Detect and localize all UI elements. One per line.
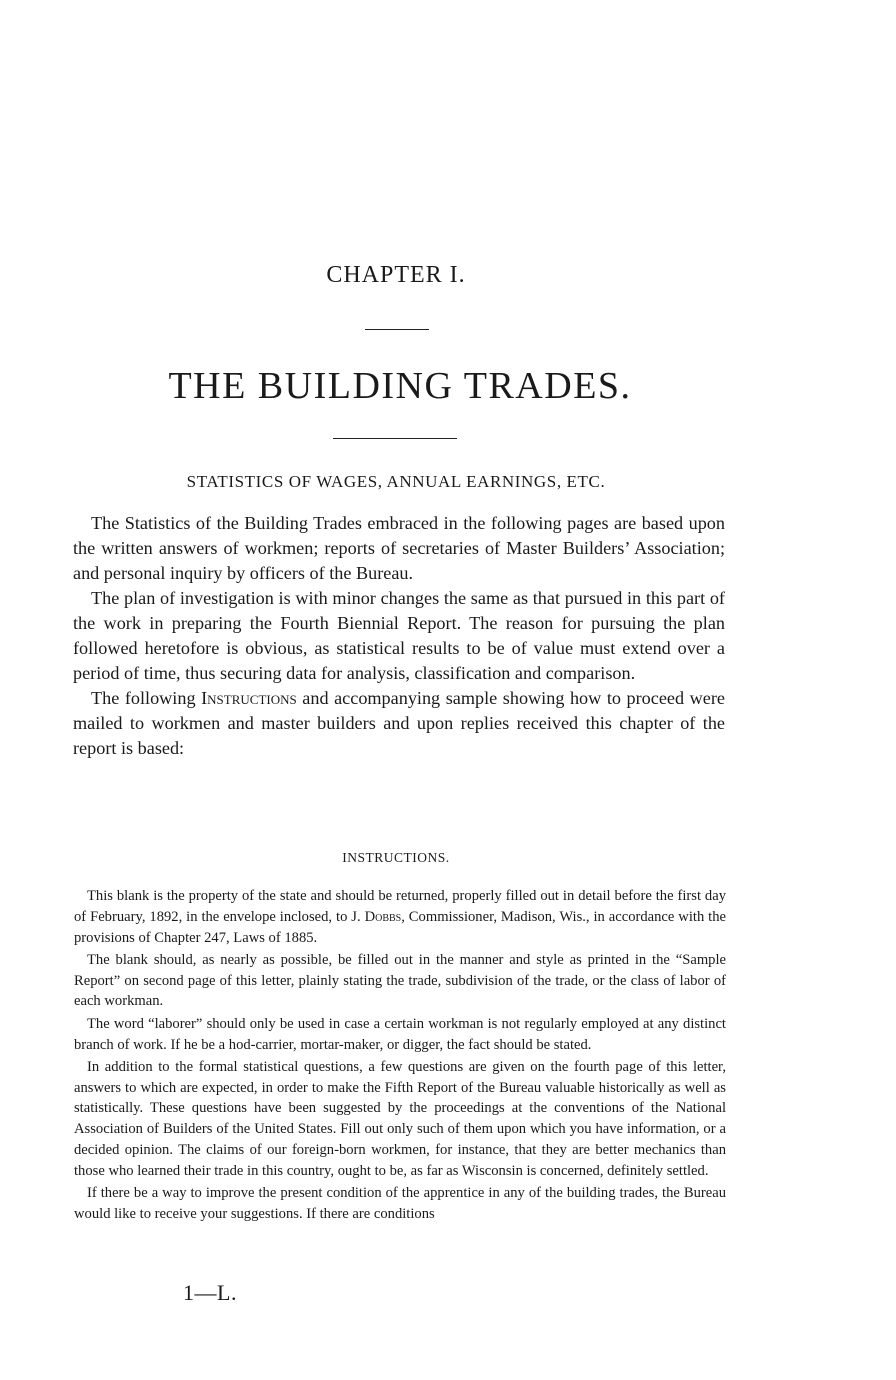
intro-paragraph: The plan of investigation is with minor changes the same as that pursued in this part of the work in preparing the Fourth Biennial Report. The reason for pursuing the plan followed heretofore is obvious, as statistical results to be of value must extend over a period of time, thus securing data for analysis, classification and comparison. xyxy=(73,588,725,683)
text-run: , Commissioner, Madison, Wis., in accordance with the provisions of Chapter 247, Laws of 1885. xyxy=(74,908,727,946)
small-caps-name: Dobbs xyxy=(364,908,402,925)
text-run: This blank is the property of the state and should be returned, properly filled out in detail before the first day of February, 1892, in the envelope inclosed, to J. xyxy=(74,888,726,925)
instructions-paragraph: If there be a way to improve the present condition of the apprentice in any of the building trades, the Bureau would like to receive your suggestions. If there are conditions xyxy=(74,1185,726,1222)
intro-paragraph: The Statistics of the Building Trades embraced in the following pages are based upon the written answers of workmen; reports of secretaries of Master Builders’ Association; and personal inquiry by officers of the Bureau. xyxy=(73,513,725,583)
instructions-text xyxy=(74,886,726,1226)
instructions-paragraph: The word “laborer” should only be used in case a certain workman is not regularly employed at any distinct branch of work. If he be a hod-carrier, mortar-maker, or digger, the fact should be stated. xyxy=(74,1015,726,1053)
page-title: THE BUILDING TRADES. xyxy=(168,365,632,407)
text-run: and accompanying sample showing how to proceed were mailed to workmen and master builders and upon replies received this chapter of the report is based: xyxy=(73,688,725,758)
small-caps-term: Instructions xyxy=(201,688,297,708)
section-subtitle: STATISTICS OF WAGES, ANNUAL EARNINGS, ETC. xyxy=(186,472,606,491)
instructions-paragraph xyxy=(74,886,726,948)
text-run: The following xyxy=(91,688,202,708)
instructions-paragraph: The blank should, as nearly as possible, be filled out in the manner and style as printed in the “Sample Report” on second page of this letter, plainly stating the trade, subdivision of the trade, or the class of labor of each workman. xyxy=(74,951,726,1010)
divider-rule xyxy=(333,438,457,439)
chapter-heading: CHAPTER I. xyxy=(326,262,466,288)
divider-rule xyxy=(365,329,429,330)
intro-paragraph xyxy=(73,686,725,761)
signature-mark: 1—L. xyxy=(183,1280,237,1305)
instructions-heading: INSTRUCTIONS. xyxy=(342,850,450,865)
instructions-paragraph: In addition to the formal statistical questions, a few questions are given on the fourth page of this letter, answers to which are expected, in order to make the Fifth Report of the Bureau valuable historically as well as statistically. These questions have been suggested by the proceedings at the conventions of the National Association of Builders of the United States. Fill out only such of them upon which you have information, or a decided opinion. The claims of our foreign-born workmen, for instance, that they are better mechanics than those who learned their trade in this country, ought to be, as far as Wisconsin is concerned, definitely settled. xyxy=(74,1058,726,1179)
intro-text xyxy=(73,511,725,761)
